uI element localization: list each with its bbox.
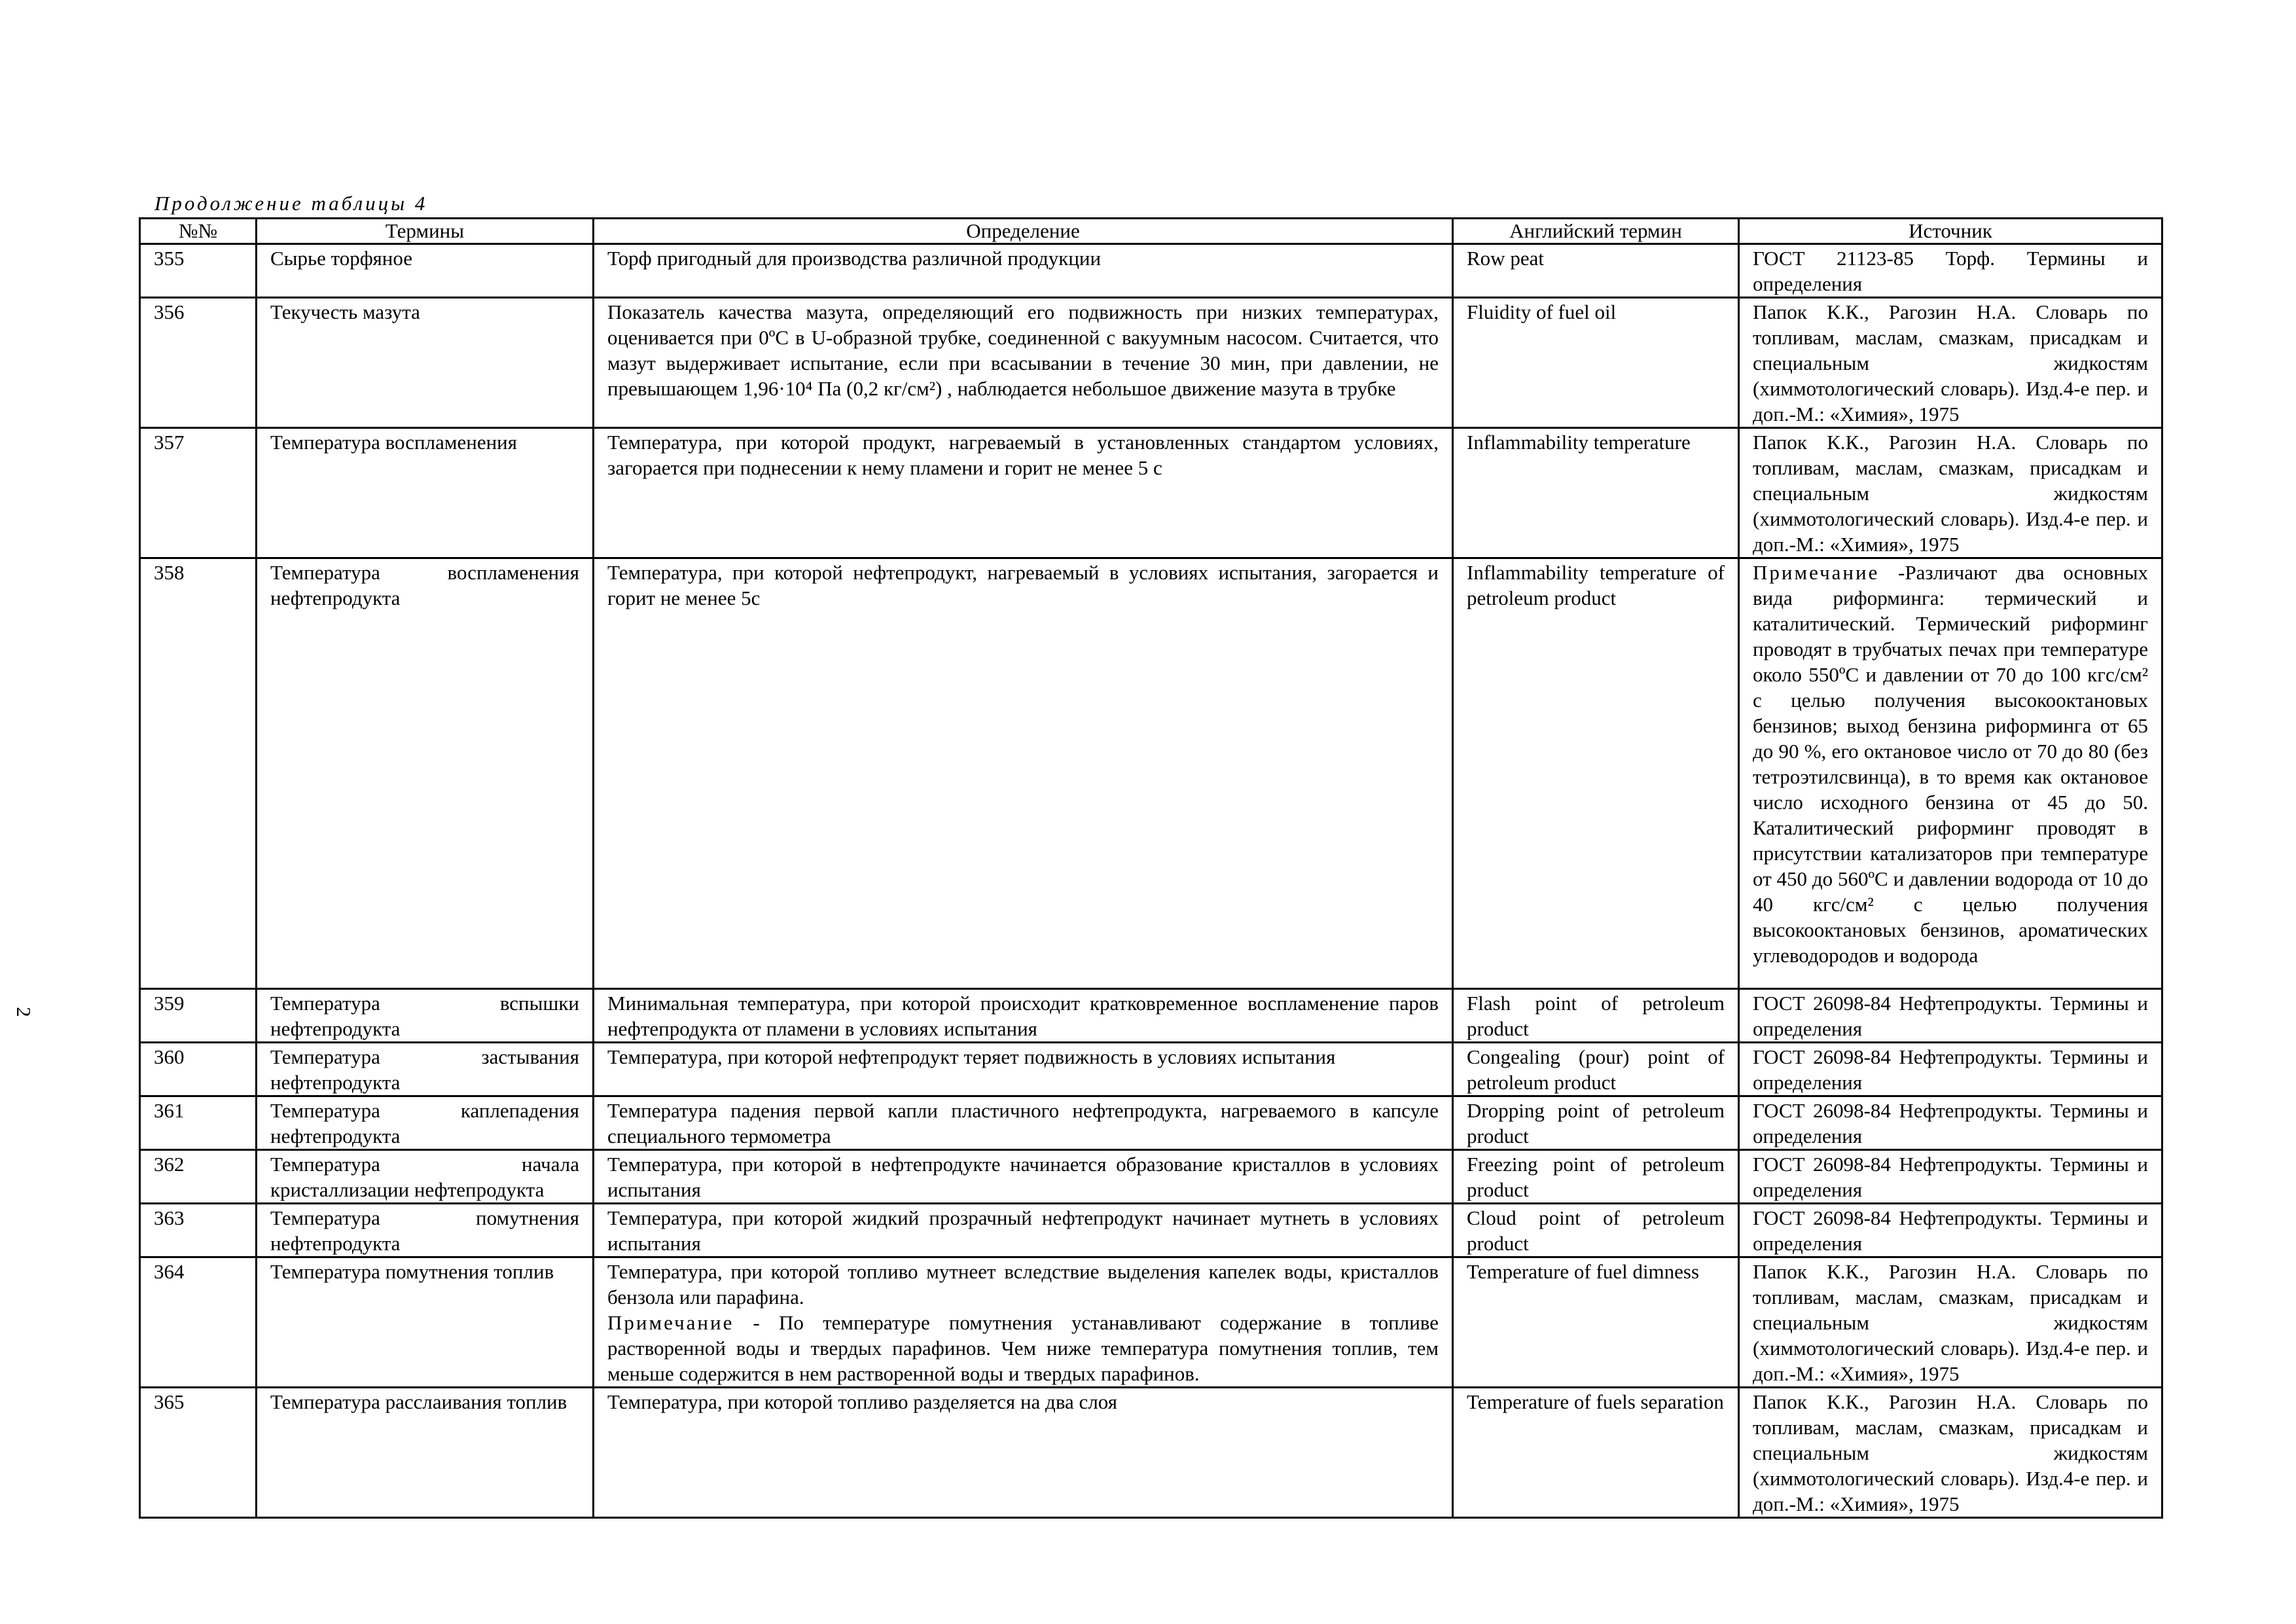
page-number: 2 <box>12 1007 35 1017</box>
row-term: Текучесть мазута <box>257 298 594 428</box>
row-english: Fluidity of fuel oil <box>1453 298 1739 428</box>
row-source: ГОСТ 26098-84 Нефтепродукты. Термины и определения <box>1739 1204 2162 1257</box>
row-term: Температура воспламенения нефтепродукта <box>257 558 594 989</box>
row-term: Температура помутнения нефтепродукта <box>257 1204 594 1257</box>
row-term: Температура каплепадения нефтепродукта <box>257 1096 594 1150</box>
note-text: - По температуре помутнения устанавливают содержание в топливе растворенной воды и твердых парафинов. Чем ниже температура помутнения топлив, тем меньше содержится в нем растворенной воды и твердых парафинов. <box>607 1311 1439 1385</box>
row-source: ГОСТ 26098-84 Нефтепродукты. Термины и определения <box>1739 1043 2162 1096</box>
row-source: ГОСТ 21123-85 Торф. Термины и определения <box>1739 244 2162 298</box>
row-english: Inflammability temperature <box>1453 428 1739 558</box>
row-english: Row peat <box>1453 244 1739 298</box>
table-row <box>140 989 2162 1043</box>
row-source-note <box>1739 558 2162 989</box>
row-term: Температура воспламенения <box>257 428 594 558</box>
definition-main: Температура, при которой топливо мутнеет вследствие выделения капелек воды, кристаллов бензола или парафина. <box>607 1260 1439 1308</box>
row-num: 363 <box>140 1204 257 1257</box>
note-prefix: Примечание <box>1753 561 1880 584</box>
row-definition: Температура, при которой нефтепродукт, нагреваемый в условиях испытания, загорается и горит не менее 5с <box>594 558 1453 989</box>
table-row <box>140 1204 2162 1257</box>
table-row <box>140 1096 2162 1150</box>
row-definition: Температура, при которой нефтепродукт теряет подвижность в условиях испытания <box>594 1043 1453 1096</box>
row-source: ГОСТ 26098-84 Нефтепродукты. Термины и определения <box>1739 989 2162 1043</box>
note-text: -Различают два основных вида риформинга: термический и каталитический. Термический риформинг проводят в трубчатых печах при температуре около 550ºС и давлении от 70 до 100 кгс/см² с целью получения высокооктановых бензинов; выход бензина риформинга от 65 до 90 %, его октановое число от 70 до 80 (без тетроэтилсвинца), в то время как октановое число исходного бензина от 45 до 50. Каталитический риформинг проводят в присутствии катализаторов при температуре от 450 до 560ºС и давлении водорода от 10 до 40 кгс/см² с целью получения высокооктановых бензинов, ароматических углеводородов и водорода <box>1753 561 2148 967</box>
note-prefix: Примечание <box>607 1311 734 1334</box>
row-definition <box>594 1257 1453 1388</box>
header-english: Английский термин <box>1453 219 1739 244</box>
row-english: Temperature of fuel dimness <box>1453 1257 1739 1388</box>
row-term: Температура помутнения топлив <box>257 1257 594 1388</box>
row-num: 358 <box>140 558 257 989</box>
row-source: ГОСТ 26098-84 Нефтепродукты. Термины и определения <box>1739 1150 2162 1204</box>
row-num: 365 <box>140 1388 257 1518</box>
header-definition: Определение <box>594 219 1453 244</box>
row-definition: Температура, при которой топливо разделяется на два слоя <box>594 1388 1453 1518</box>
row-definition: Температура падения первой капли пластичного нефтепродукта, нагреваемого в капсуле специального термометра <box>594 1096 1453 1150</box>
row-num: 359 <box>140 989 257 1043</box>
row-num: 361 <box>140 1096 257 1150</box>
table-row <box>140 244 2162 298</box>
row-definition: Торф пригодный для производства различной продукции <box>594 244 1453 298</box>
row-definition: Температура, при которой в нефтепродукте начинается образование кристаллов в условиях испытания <box>594 1150 1453 1204</box>
row-english: Congealing (pour) point of petroleum product <box>1453 1043 1739 1096</box>
row-num: 355 <box>140 244 257 298</box>
row-num: 362 <box>140 1150 257 1204</box>
definition-note <box>607 1310 1439 1386</box>
row-source: ГОСТ 26098-84 Нефтепродукты. Термины и определения <box>1739 1096 2162 1150</box>
row-definition: Показатель качества мазута, определяющий его подвижность при низких температурах, оценивается при 0ºС в U-образной трубке, соединенной с вакуумным насосом. Считается, что мазут выдерживает испытание, если при всасывании в течение 30 мин, при давлении, не превышающем 1,96·10⁴ Па (0,2 кг/см²) , наблюдается небольшое движение мазута в трубке <box>594 298 1453 428</box>
row-english: Inflammability temperature of petroleum product <box>1453 558 1739 989</box>
row-definition: Минимальная температура, при которой происходит кратковременное воспламенение паров нефтепродукта от пламени в условиях испытания <box>594 989 1453 1043</box>
row-definition: Температура, при которой жидкий прозрачный нефтепродукт начинает мутнеть в условиях испытания <box>594 1204 1453 1257</box>
table-row <box>140 428 2162 558</box>
row-source: Папок К.К., Рагозин Н.А. Словарь по топливам, маслам, смазкам, присадкам и специальным жидкостям (химмотологический словарь). Изд.4-е пер. и доп.-М.: «Химия», 1975 <box>1739 298 2162 428</box>
row-definition: Температура, при которой продукт, нагреваемый в установленных стандартом условиях, загорается при поднесении к нему пламени и горит не менее 5 с <box>594 428 1453 558</box>
row-source: Папок К.К., Рагозин Н.А. Словарь по топливам, маслам, смазкам, присадкам и специальным жидкостям (химмотологический словарь). Изд.4-е пер. и доп.-М.: «Химия», 1975 <box>1739 1257 2162 1388</box>
row-source: Папок К.К., Рагозин Н.А. Словарь по топливам, маслам, смазкам, присадкам и специальным жидкостям (химмотологический словарь). Изд.4-е пер. и доп.-М.: «Химия», 1975 <box>1739 428 2162 558</box>
row-term: Температура расслаивания топлив <box>257 1388 594 1518</box>
table-row <box>140 1043 2162 1096</box>
table-caption: Продолжение таблицы 4 <box>154 192 428 215</box>
row-num: 364 <box>140 1257 257 1388</box>
row-english: Temperature of fuels separation <box>1453 1388 1739 1518</box>
row-english: Cloud point of petroleum product <box>1453 1204 1739 1257</box>
table-row <box>140 1388 2162 1518</box>
table-row <box>140 298 2162 428</box>
header-term: Термины <box>257 219 594 244</box>
row-english: Flash point of petroleum product <box>1453 989 1739 1043</box>
table-row <box>140 1257 2162 1388</box>
row-term: Температура начала кристаллизации нефтепродукта <box>257 1150 594 1204</box>
row-term: Сырье торфяное <box>257 244 594 298</box>
table-row <box>140 1150 2162 1204</box>
row-source: Папок К.К., Рагозин Н.А. Словарь по топливам, маслам, смазкам, присадкам и специальным жидкостям (химмотологический словарь). Изд.4-е пер. и доп.-М.: «Химия», 1975 <box>1739 1388 2162 1518</box>
row-num: 356 <box>140 298 257 428</box>
row-num: 357 <box>140 428 257 558</box>
row-term: Температура застывания нефтепродукта <box>257 1043 594 1096</box>
table-header-row <box>140 219 2162 244</box>
row-term: Температура вспышки нефтепродукта <box>257 989 594 1043</box>
header-source: Источник <box>1739 219 2162 244</box>
row-english: Freezing point of petroleum product <box>1453 1150 1739 1204</box>
row-num: 360 <box>140 1043 257 1096</box>
terms-table <box>139 217 2163 1519</box>
row-english: Dropping point of petroleum product <box>1453 1096 1739 1150</box>
header-num: №№ <box>140 219 257 244</box>
table-row <box>140 558 2162 989</box>
